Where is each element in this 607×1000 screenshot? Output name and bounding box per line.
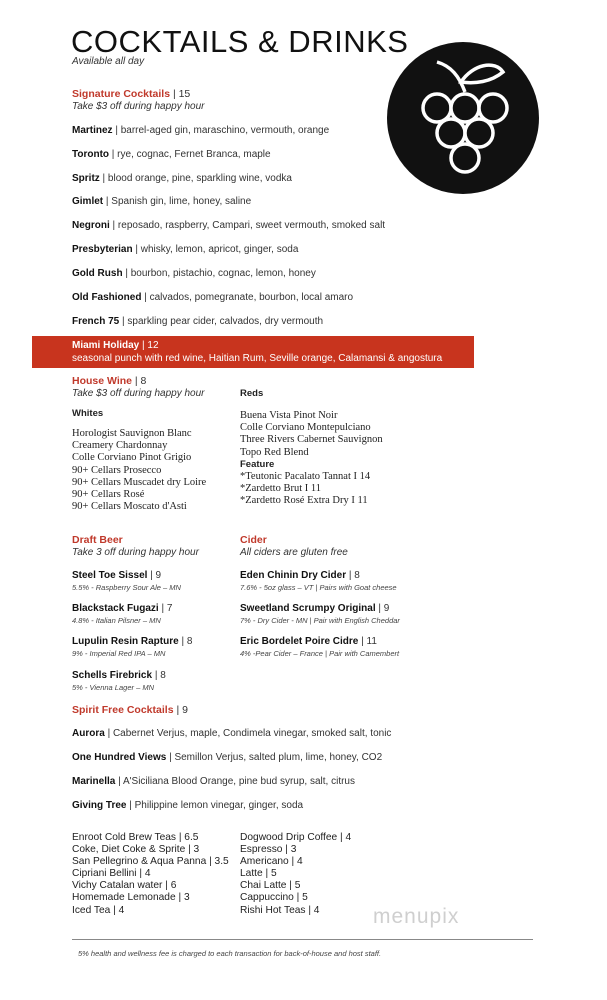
spirit-free-heading: Spirit Free Cocktails | 9: [72, 704, 188, 716]
drink-item: Coke, Diet Coke & Sprite | 3: [72, 844, 200, 856]
cider-detail: 7.6% - 5oz glass – VT | Pairs with Goat cheese: [240, 583, 397, 592]
drink-item: Rishi Hot Teas | 4: [240, 904, 320, 916]
drink-item: Cipriani Bellini | 4: [72, 868, 151, 880]
drink-item: Iced Tea | 4: [72, 904, 125, 916]
beer-item: Steel Toe Sissel | 9: [72, 570, 162, 581]
drink-item: Espresso | 3: [240, 844, 297, 856]
draft-beer-heading: Draft Beer: [72, 534, 123, 546]
cocktail-item: Gimlet | Spanish gin, lime, honey, saline: [72, 196, 252, 207]
other-drinks-left: [72, 832, 229, 917]
spirit-free-item: Marinella | A'Siciliana Blood Orange, pine bud syrup, salt, citrus: [72, 776, 355, 787]
spirit-free-item: Aurora | Cabernet Verjus, maple, Condimela vinegar, smoked salt, tonic: [72, 728, 392, 739]
cider-detail: 7% - Dry Cider - MN | Pair with English Cheddar: [240, 616, 400, 625]
drink-item: Vichy Catalan water | 6: [72, 880, 177, 892]
beer-detail: 5.5% - Raspberry Sour Ale – MN: [72, 583, 181, 592]
house-wine-heading: House Wine | 8: [72, 375, 147, 387]
wine-item: *Zardetto Brut I 11: [240, 483, 321, 495]
wine-item: Three Rivers Cabernet Sauvignon: [240, 434, 383, 446]
signature-heading: Signature Cocktails | 15: [72, 88, 191, 100]
signature-happy-hour-note: Take $3 off during happy hour: [72, 101, 205, 112]
feature-cocktail-desc: seasonal punch with red wine, Haitian Rum, Seville orange, Calamansi & angostura: [72, 353, 443, 364]
cocktail-item: Gold Rush | bourbon, pistachio, cognac, lemon, honey: [72, 268, 316, 279]
wine-item: Buena Vista Pinot Noir: [240, 410, 338, 421]
cider-note: All ciders are gluten free: [240, 547, 348, 558]
cider-detail: 4% -Pear Cider – France | Pair with Camembert: [240, 649, 400, 658]
wine-item: Topo Red Blend: [240, 446, 309, 458]
cider-item: Sweetland Scrumpy Original | 9: [240, 603, 390, 614]
cocktail-item: Negroni | reposado, raspberry, Campari, sweet vermouth, smoked salt: [72, 220, 386, 231]
cocktail-item: Toronto | rye, cognac, Fernet Branca, maple: [72, 149, 271, 160]
drink-item: San Pellegrino & Aqua Panna | 3.5: [72, 856, 229, 868]
drink-item: Homemade Lemonade | 3: [72, 892, 190, 904]
wine-item: Horologist Sauvignon Blanc: [72, 428, 192, 439]
draft-beer-note: Take 3 off during happy hour: [72, 547, 199, 558]
beer-item: Blackstack Fugazi | 7: [72, 603, 173, 614]
watermark: menupix: [373, 905, 460, 928]
wine-item: *Teutonic Pacalato Tannat I 14: [240, 471, 371, 483]
drink-item: Americano | 4: [240, 856, 303, 868]
reds-heading: Reds: [240, 388, 264, 399]
wine-item: 90+ Cellars Prosecco: [72, 464, 162, 476]
cider-item: Eric Bordelet Poire Cidre | 11: [240, 636, 377, 647]
drink-item: Enroot Cold Brew Teas | 6.5: [72, 832, 199, 843]
beer-detail: 9% - Imperial Red IPA – MN: [72, 649, 166, 658]
footer-divider: [72, 939, 533, 940]
wine-item: Colle Corviano Montepulciano: [240, 422, 371, 434]
grape-logo-icon: [387, 42, 539, 194]
cocktail-item: Martinez | barrel-aged gin, maraschino, vermouth, orange: [72, 125, 330, 136]
beer-detail: 5% - Vienna Lager – MN: [72, 683, 154, 692]
whites-list: [72, 428, 206, 513]
beer-item: Schells Firebrick | 8: [72, 670, 166, 681]
wine-item: Colle Corviano Pinot Grigio: [72, 452, 192, 464]
feature-cocktail-title: Miami Holiday | 12: [72, 340, 159, 351]
drink-item: Chai Latte | 5: [240, 880, 301, 892]
beer-detail: 4.8% - Italian Pilsner – MN: [72, 616, 161, 625]
cocktail-item: Spritz | blood orange, pine, sparkling wine, vodka: [72, 173, 292, 184]
reds-list: [240, 410, 383, 508]
spirit-free-item: Giving Tree | Philippine lemon vinegar, ginger, soda: [72, 800, 304, 811]
wine-item: 90+ Cellars Rosé: [72, 489, 145, 501]
wine-item: 90+ Cellars Muscadet dry Loire: [72, 476, 207, 488]
page-subtitle: Available all day: [72, 56, 145, 67]
drink-item: Latte | 5: [240, 868, 277, 880]
cocktail-item: French 75 | sparkling pear cider, calvados, dry vermouth: [72, 316, 324, 327]
footer-note: 5% health and wellness fee is charged to each transaction for back-of-house and host staff.: [78, 949, 382, 958]
beer-item: Lupulin Resin Rapture | 8: [72, 636, 193, 647]
page-title: COCKTAILS & DRINKS: [71, 24, 409, 59]
drink-item: Cappuccino | 5: [240, 892, 308, 904]
drink-item: Dogwood Drip Coffee | 4: [240, 832, 352, 843]
spirit-free-item: One Hundred Views | Semillon Verjus, salted plum, lime, honey, CO2: [72, 752, 383, 763]
whites-heading: Whites: [72, 408, 104, 419]
cocktail-item: Presbyterian | whisky, lemon, apricot, ginger, soda: [72, 244, 299, 255]
cider-heading: Cider: [240, 534, 267, 546]
wine-item: *Zardetto Rosé Extra Dry I 11: [240, 495, 368, 507]
cocktail-item: Old Fashioned | calvados, pomegranate, bourbon, local amaro: [72, 292, 354, 303]
house-wine-note: Take $3 off during happy hour: [72, 388, 205, 399]
feature-cocktail-band: [32, 336, 474, 368]
cider-item: Eden Chinin Dry Cider | 8: [240, 570, 360, 581]
feature-wine-heading: Feature: [240, 458, 275, 470]
wine-item: 90+ Cellars Moscato d'Asti: [72, 501, 187, 513]
wine-item: Creamery Chardonnay: [72, 440, 168, 452]
other-drinks-right: [240, 832, 351, 917]
